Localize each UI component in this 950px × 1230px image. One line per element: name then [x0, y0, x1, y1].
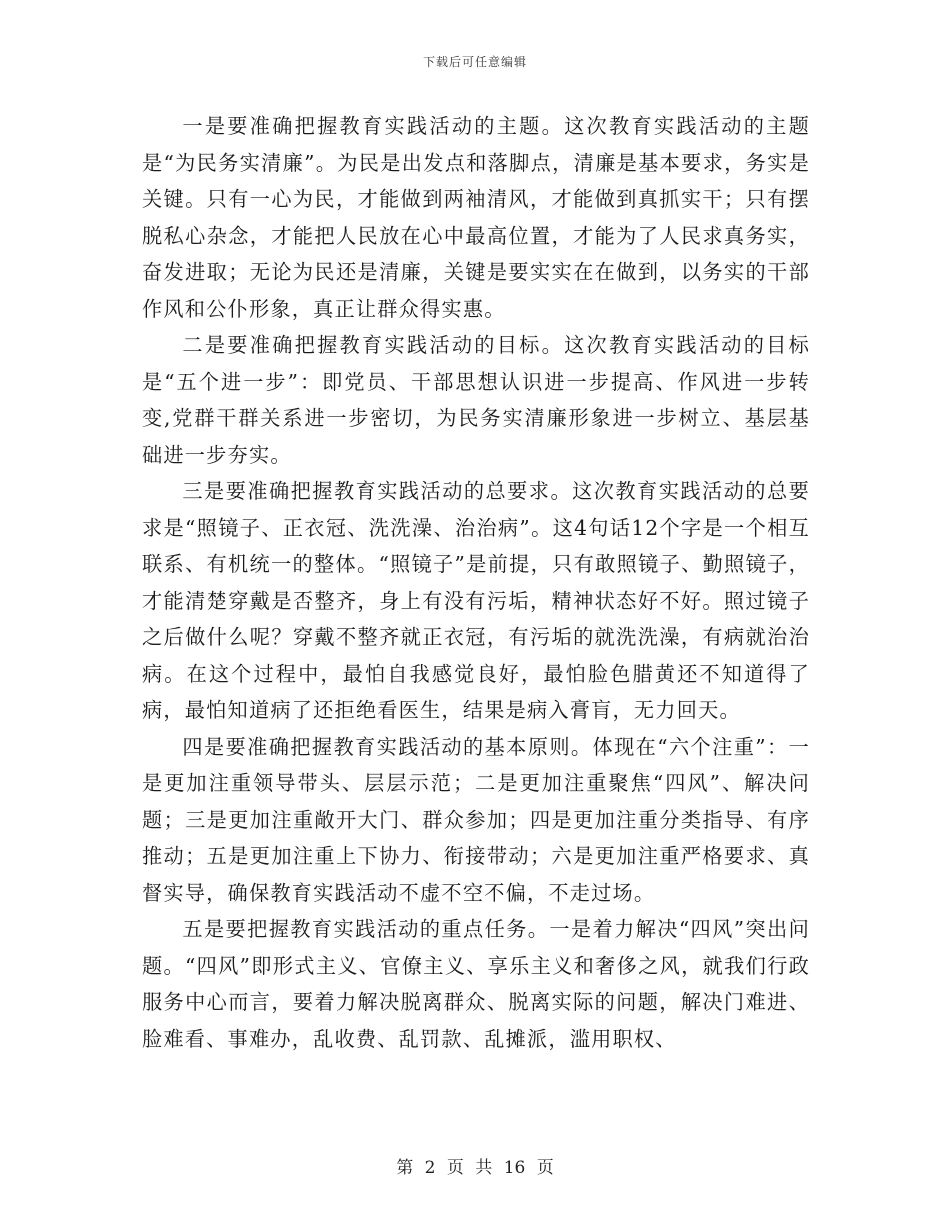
paragraph-goal: 二是要准确把握教育实践活动的目标。这次教育实践活动的目标是“五个进一步”：即党员、干部思想认识进一步提高、作风进一步转变,党群干群关系进一步密切，为民务实清廉形象进一步树立、基层基础进一步夯实。 [142, 333, 810, 467]
document-body [142, 108, 810, 1057]
paragraph-theme: 一是要准确把握教育实践活动的主题。这次教育实践活动的主题是“为民务实清廉”。为民是出发点和落脚点，清廉是基本要求，务实是关键。只有一心为民，才能做到两袖清风，才能做到真抓实干；只有摆脱私心杂念，才能把人民放在心中最高位置，才能为了人民求真务实，奋发进取；无论为民还是清廉，关键是要实实在在做到，以务实的干部作风和公仆形象，真正让群众得实惠。 [142, 114, 810, 321]
paragraph-key-tasks: 五是要把握教育实践活动的重点任务。一是着力解决“四风”突出问题。“四风”即形式主义、官僚主义、享乐主义和奢侈之风，就我们行政服务中心而言，要着力解决脱离群众、脱离实际的问题，解决门难进、脸难看、事难办，乱收费、乱罚款、乱摊派，滥用职权、 [142, 917, 810, 1051]
page-header-note: 下载后可任意编辑 [422, 55, 527, 69]
paragraph-requirements: 三是要准确把握教育实践活动的总要求。这次教育实践活动的总要求是“照镜子、正衣冠、洗洗澡、治治病”。这4句话12个字是一个相互联系、有机统一的整体。“照镜子”是前提，只有敢照镜子、勤照镜子，才能清楚穿戴是否整齐，身上有没有污垢，精神状态好不好。照过镜子之后做什么呢？穿戴不整齐就正衣冠，有污垢的就洗洗澡，有病就治治病。在这个过程中，最怕自我感觉良好，最怕脸色腊黄还不知道得了病，最怕知道病了还拒绝看医生，结果是病入膏肓，无力回天。 [142, 479, 810, 722]
paragraph-principles: 四是要准确把握教育实践活动的基本原则。体现在“六个注重”：一是更加注重领导带头、层层示范；二是更加注重聚焦“四风”、解决问题；三是更加注重敞开大门、群众参加；四是更加注重分类指导、有序推动；五是更加注重上下协力、衔接带动；六是更加注重严格要求、真督实导，确保教育实践活动不虚不空不偏，不走过场。 [142, 734, 810, 905]
page-number-footer: 第 2 页 共 16 页 [396, 1158, 554, 1178]
